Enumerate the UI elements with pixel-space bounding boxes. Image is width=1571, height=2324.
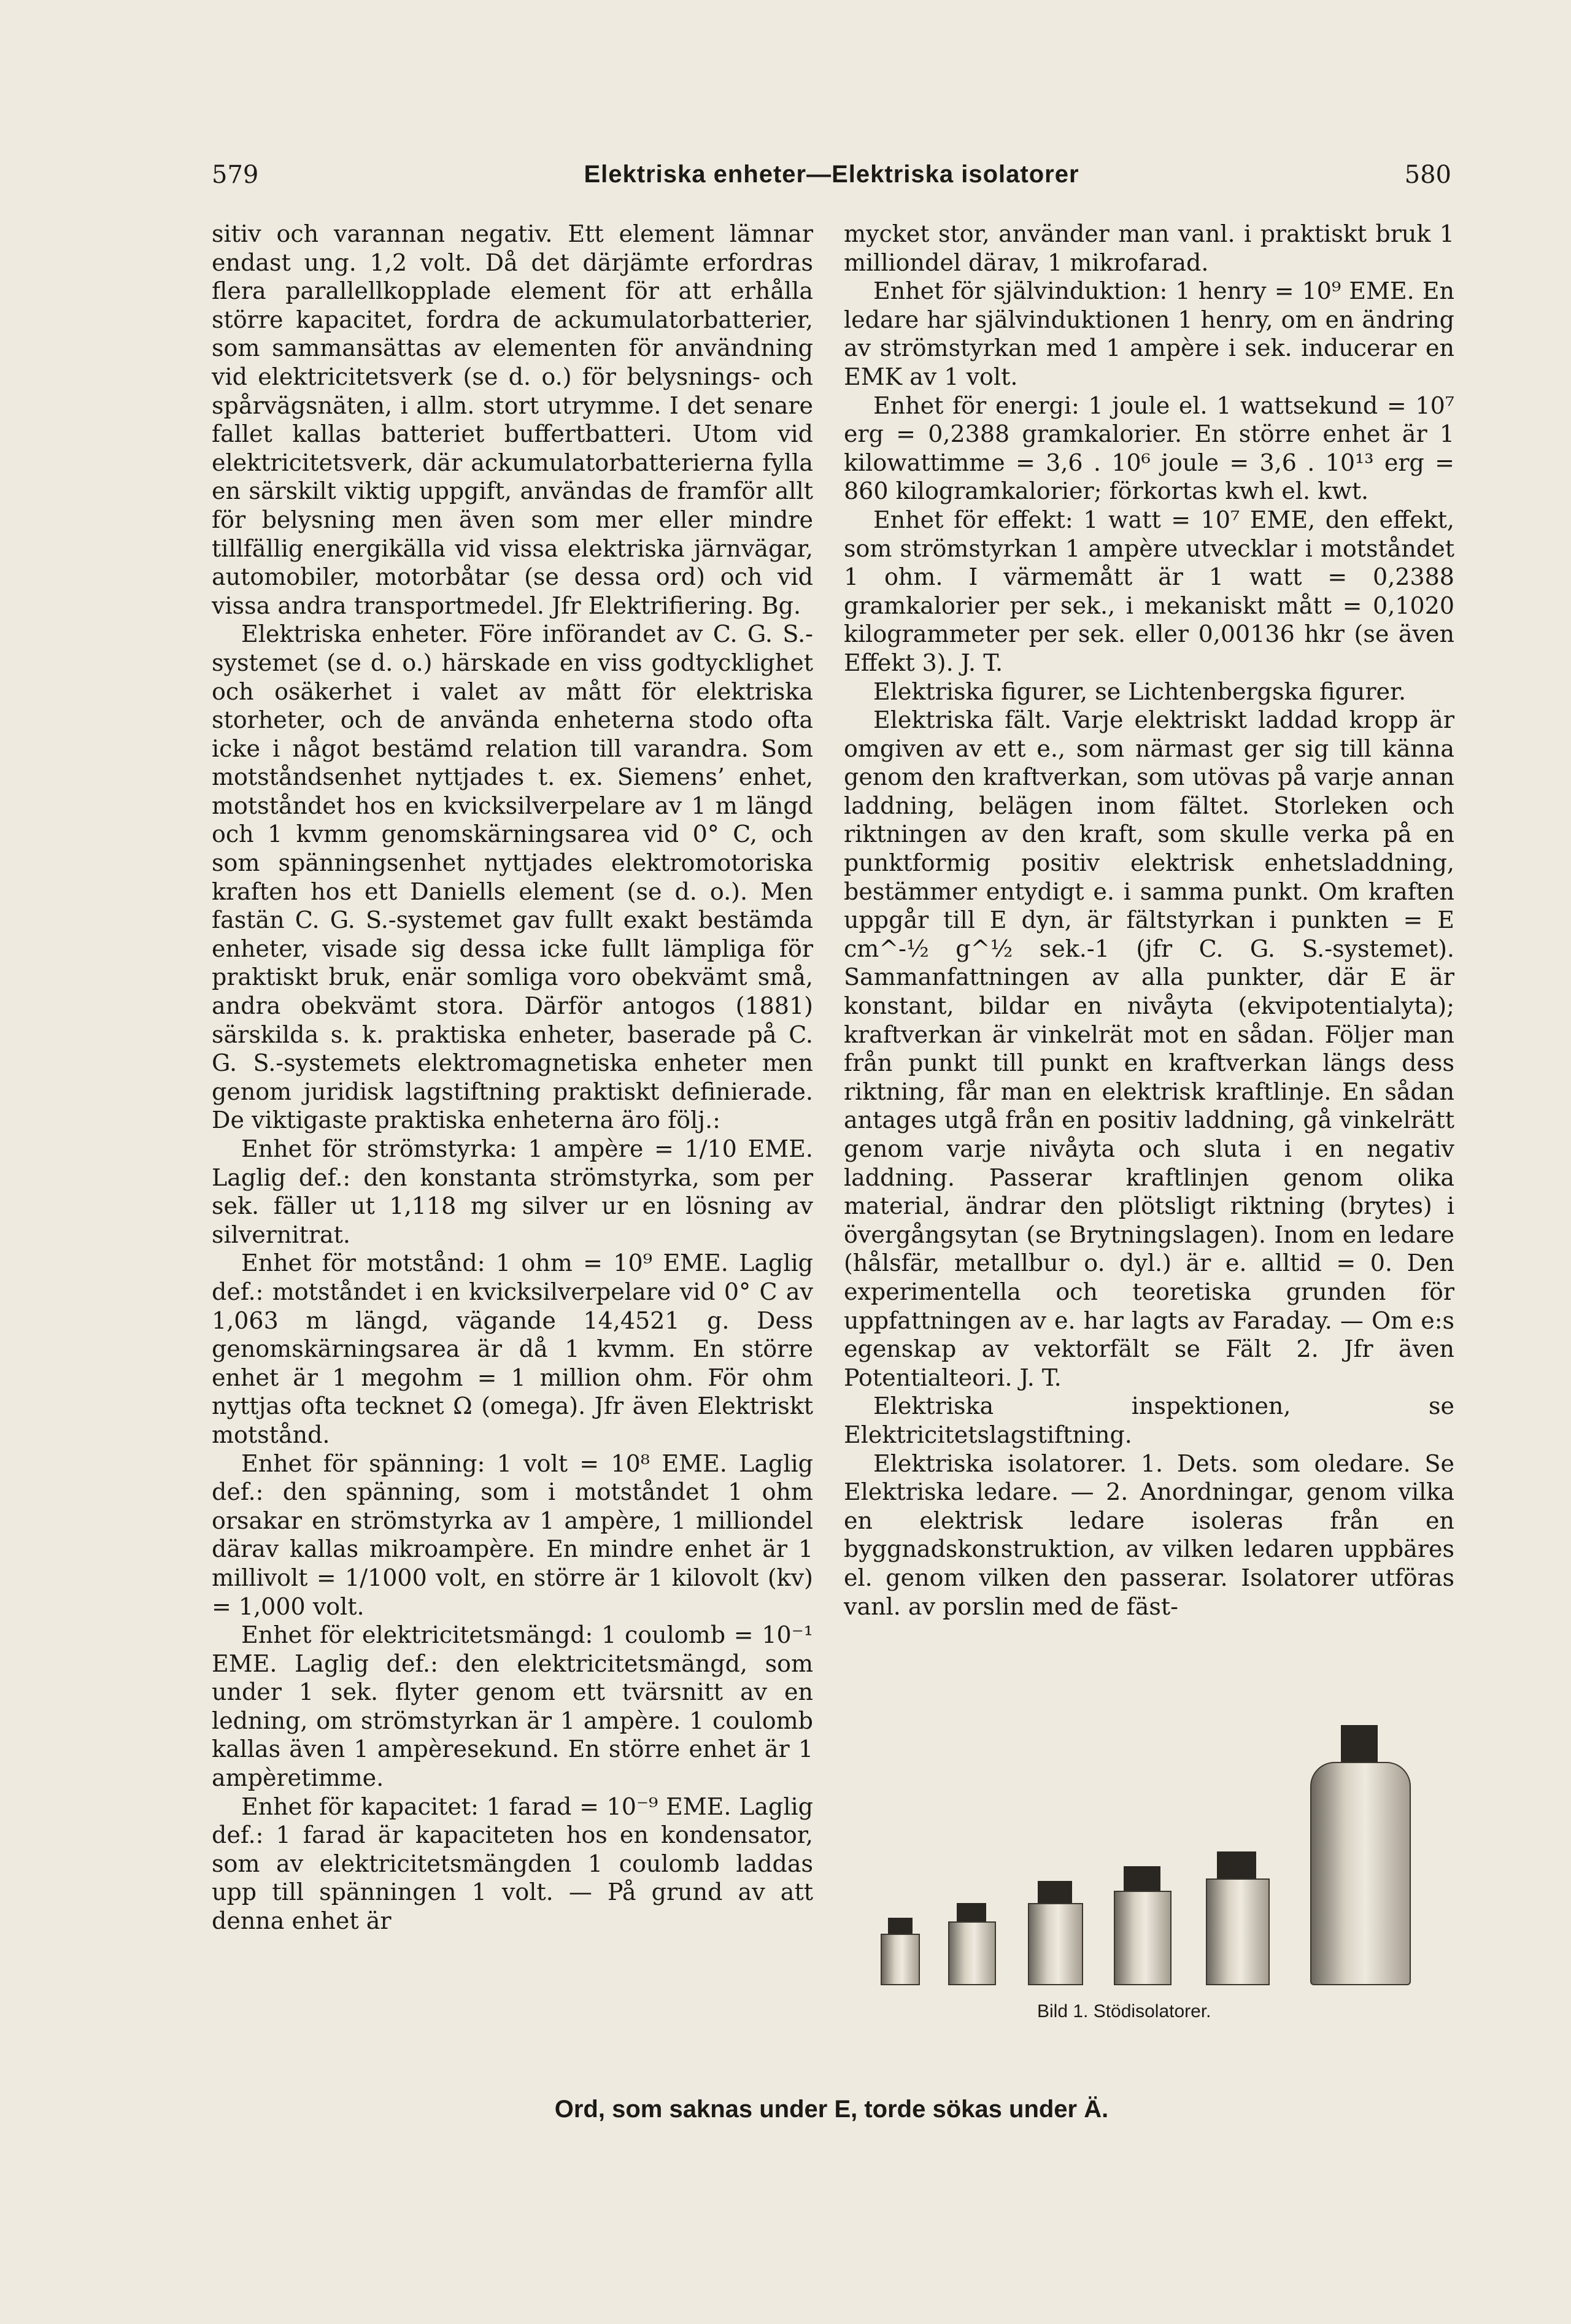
insulator-medium-1: [1028, 1881, 1083, 1985]
figure-insulators: [856, 1777, 1445, 2022]
entry-elektriska-enheter: Elektriska enheter. Före införandet av C. G. S.-systemet (se d. o.) härskade en viss godtycklighet och osäkerhet i valet av mått för elektriska storheter, och de använda enheterna stodo ofta icke i något bestämd relation till varandra. Som motståndsenhet nyttjades t. ex. Siemens’ enhet, motståndet hos en kvicksilverpelare av 1 m längd och 1 kvmm genomskärningsarea vid 0° C, och som spänningsenhet nyttjades elektromotoriska kraften hos ett Daniells element (se d. o.). Men fastän C. G. S.-systemet gav fullt exakt bestämda enheter, visade sig dessa icke fullt lämpliga för praktiskt bruk, enär somliga voro obekvämt små, andra obekvämt stora. Därför antogos (1881) särskilda s. k. praktiska enheter, baserade på C. G. S.-systemets elektromagnetiska enheter men genom juridisk lagstiftning praktiskt definierade. De viktigaste praktiska enheterna äro följ.:: [212, 620, 813, 1134]
paragraph-effekt: Enhet för effekt: 1 watt = 10⁷ EME, den effekt, som strömstyrkan 1 ampère utvecklar i motståndet 1 ohm. I värmemått är 1 watt = 0,2388 gramkalorier per sek., i mekaniskt mått = 0,1020 kilogrammeter per sek. eller 0,00136 hkr (se även Effekt 3). J. T.: [844, 506, 1454, 676]
paragraph-motstand: Enhet för motstånd: 1 ohm = 10⁹ EME. Laglig def.: motståndet i en kvicksilverpelare vid 0° C av 1,063 m längd, vägande 14,4521 g. Dess genomskärningsarea är då 1 kvmm. En större enhet är 1 megohm = 1 million ohm. För ohm nyttjas ofta tecknet Ω (omega). Jfr även Elektriskt motstånd.: [212, 1249, 813, 1448]
figure-caption: Bild 1. Stödisolatorer.: [1037, 2001, 1211, 2021]
paragraph-elektricitetsmangd: Enhet för elektricitetsmängd: 1 coulomb = 10⁻¹ EME. Laglig def.: den elektricitetsmängd, som under 1 sek. flyter genom ett tvärsnitt av en ledning, om strömstyrkan är 1 ampère. 1 coulomb kallas även 1 ampèresekund. En större enhet är 1 ampèretimme.: [212, 1621, 813, 1792]
insulator-large: [1310, 1725, 1411, 1985]
entry-elektriska-isolatorer: Elektriska isolatorer. 1. Dets. som oledare. Se Elektriska ledare. — 2. Anordningar, genom vilka en elektrisk ledare isoleras från en byggnadskonstruktion, av vilken ledaren uppbäres el. genom vilken den passerar. Isolatorer utföras vanl. av porslin med de fäst-: [844, 1450, 1454, 1620]
right-column: [844, 220, 1454, 1621]
paragraph: sitiv och varannan negativ. Ett element lämnar endast ung. 1,2 volt. Då det därjämte erfordras flera parallellkopplade element för att erhålla större kapacitet, fordra de ackumulatorbatterier, som sammansättas av elementen för användning vid elektricitetsverk (se d. o.) för belysnings- och spårvägsnäten, i allm. stort utrymme. I det senare fallet kallas batteriet buffertbatteri. Utom vid elektricitetsverk, där ackumulatorbatterierna fylla en särskilt viktig uppgift, användas de framför allt för belysning men även som mer eller mindre tillfällig energikälla vid vissa elektriska järnvägar, automobiler, motorbåtar (se dessa ord) och vid vissa andra transportmedel. Jfr Elektrifiering. Bg.: [212, 220, 813, 619]
paragraph-kapacitet: Enhet för kapacitet: 1 farad = 10⁻⁹ EME. Laglig def.: 1 farad är kapaciteten hos en kondensator, som av elektricitetsmängden 1 coulomb laddas upp till spänningen 1 volt. — På grund av att denna enhet är: [212, 1793, 813, 1935]
paragraph-sjalvinduktion: Enhet för självinduktion: 1 henry = 10⁹ EME. En ledare har självinduktionen 1 henry, om en ändring av strömstyrkan med 1 ampère i sek. inducerar en EMK av 1 volt.: [844, 277, 1454, 390]
insulator-medium-2: [1114, 1866, 1171, 1985]
entry-elektriska-falt: Elektriska fält. Varje elektriskt laddad kropp är omgiven av ett e., som närmast ger sig till känna genom den kraftverkan, som utövas på varje annan laddning, belägen inom fältet. Storleken och riktningen av den kraft, som skulle verka på en punktformig positiv elektrisk enhetsladdning, bestämmer entydigt e. i samma punkt. Om kraften uppgår till E dyn, är fältstyrkan i punkten = E cm^-½ g^½ sek.-1 (jfr C. G. S.-systemet). Sammanfattningen av alla punkter, där E är konstant, bildar en nivåyta (ekvipotentialyta); kraftverkan är vinkelrät mot en sådan. Följer man från punkt till punkt en kraftverkan längs dess riktning, får man en elektrisk kraftlinje. En sådan antages utgå från en positiv laddning, gå vinkelrätt genom varje nivåyta och sluta i en negativ laddning. Passerar kraftlinjen genom olika material, ändrar den plötsligt riktning (brytes) i övergångsytan (se Brytningslagen). Inom en ledare (hålsfär, metallbur o. dyl.) är e. alltid = 0. Den experimentella och teoretiska grunden för uppfattningen av e. har lagts av Faraday. — Om e:s egenskap av vektorfält se Fält 2. Jfr även Potentialteori. J. T.: [844, 706, 1454, 1391]
footer-note: Ord, som saknas under E, torde sökas under Ä.: [554, 2096, 1109, 2123]
left-column: [212, 220, 813, 1936]
insulator-medium-3: [1206, 1851, 1270, 1985]
running-title: Elektriska enheter—Elektriska isolatorer: [584, 161, 1079, 188]
insulator-small-1: [881, 1918, 920, 1985]
entry-elektriska-inspektionen: Elektriska inspektionen, se Elektricitetslagstiftning.: [844, 1392, 1454, 1448]
insulator-small-2: [948, 1903, 996, 1985]
paragraph: mycket stor, använder man vanl. i praktiskt bruk 1 milliondel därav, 1 mikrofarad.: [844, 220, 1454, 276]
page-number-right: 580: [1404, 161, 1451, 189]
page-number-left: 579: [212, 161, 259, 189]
paragraph-spanning: Enhet för spänning: 1 volt = 10⁸ EME. Laglig def.: den spänning, som i motståndet 1 ohm orsakar en strömstyrka av 1 ampère, 1 milliondel därav kallas mikroampère. En mindre enhet är 1 millivolt = 1/1000 volt, en större är 1 kilovolt (kv) = 1,000 volt.: [212, 1450, 813, 1620]
paragraph-stromstyrka: Enhet för strömstyrka: 1 ampère = 1/10 EME. Laglig def.: den konstanta strömstyrka, som per sek. fäller ut 1,118 mg silver ur en lösning av silvernitrat.: [212, 1135, 813, 1248]
entry-elektriska-figurer: Elektriska figurer, se Lichtenbergska figurer.: [873, 678, 1407, 705]
paragraph-energi: Enhet för energi: 1 joule el. 1 wattsekund = 10⁷ erg = 0,2388 gramkalorier. En större enhet är 1 kilowattimme = 3,6 . 10⁶ joule = 3,6 . 10¹³ erg = 860 kilogramkalorier; förkortas kwh el. kwt.: [844, 392, 1454, 505]
page-header: [212, 161, 1451, 198]
